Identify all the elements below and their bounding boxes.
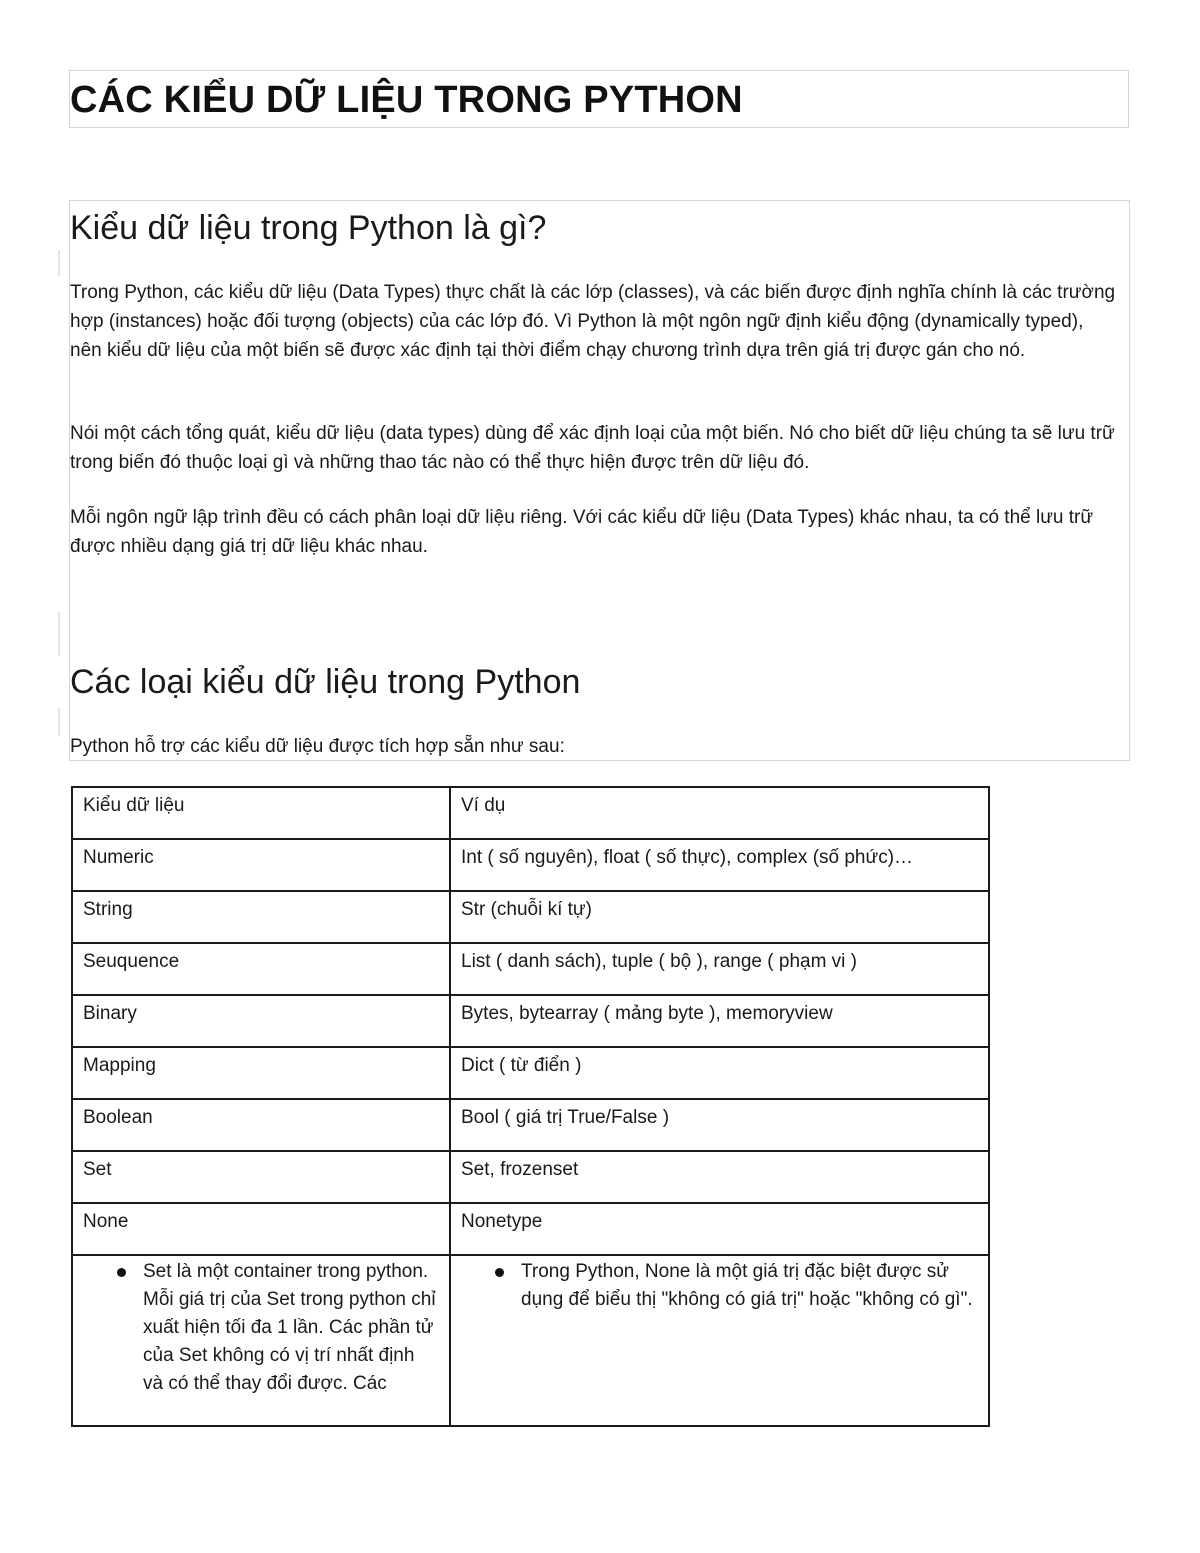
table-cell-example: Dict ( từ điển ) xyxy=(450,1047,989,1099)
margin-marker xyxy=(58,612,60,656)
paragraph-3: Mỗi ngôn ngữ lập trình đều có cách phân loại dữ liệu riêng. Với các kiểu dữ liệu (Data Types) khác nhau, ta có thể lưu trữ được nhiều dạng giá trị dữ liệu khác nhau. xyxy=(70,507,1094,557)
table-row xyxy=(72,1047,989,1099)
table-cell-example: List ( danh sách), tuple ( bộ ), range ( phạm vi ) xyxy=(450,943,989,995)
section-intro: Python hỗ trợ các kiểu dữ liệu được tích hợp sẵn như sau: xyxy=(70,736,565,757)
table-header-row xyxy=(72,787,989,839)
table-row xyxy=(72,1099,989,1151)
table-row xyxy=(72,1203,989,1255)
table-header-cell: Ví dụ xyxy=(450,787,989,839)
content-box xyxy=(69,200,1130,761)
data-types-table xyxy=(71,786,990,1427)
paragraph-2: Nói một cách tổng quát, kiểu dữ liệu (data types) dùng để xác định loại của một biến. Nó cho biết dữ liệu chúng ta sẽ lưu trữ trong biến đó thuộc loại gì và những thao tác nào có thể thực hiện được trên dữ liệu đó. xyxy=(70,423,1115,473)
table-cell-example: Int ( số nguyên), float ( số thực), complex (số phức)… xyxy=(450,839,989,891)
table-header-cell: Kiểu dữ liệu xyxy=(72,787,450,839)
table-cell-type: Seuquence xyxy=(72,943,450,995)
table-cell-type: Boolean xyxy=(72,1099,450,1151)
section-heading-types: Các loại kiểu dữ liệu trong Python xyxy=(70,663,581,701)
title-box xyxy=(69,70,1129,128)
bullet-icon xyxy=(495,1268,504,1277)
table-cell-example: Nonetype xyxy=(450,1203,989,1255)
table-cell-type: Binary xyxy=(72,995,450,1047)
table-row xyxy=(72,1151,989,1203)
list-item xyxy=(73,1256,449,1398)
table-cell-type: Mapping xyxy=(72,1047,450,1099)
table-cell-type: String xyxy=(72,891,450,943)
section-heading-what-is: Kiểu dữ liệu trong Python là gì? xyxy=(70,209,547,247)
table-cell-type: None xyxy=(72,1203,450,1255)
table-cell-type: Set xyxy=(72,1151,450,1203)
list-item xyxy=(451,1256,988,1314)
table-note-cell-none xyxy=(450,1255,989,1426)
table-row xyxy=(72,995,989,1047)
table-row xyxy=(72,943,989,995)
table-note-row xyxy=(72,1255,989,1426)
table-note-cell-set xyxy=(72,1255,450,1426)
table-row xyxy=(72,891,989,943)
note-text-set: Set là một container trong python. Mỗi giá trị của Set trong python chỉ xuất hiện tối đa 1 lần. Các phần tử của Set không có vị trí nhất định và có thể thay đổi được. Các xyxy=(143,1261,436,1394)
note-text-none: Trong Python, None là một giá trị đặc biệt được sử dụng để biểu thị "không có giá trị" hoặc "không có gì". xyxy=(521,1261,973,1310)
document-title: CÁC KIỂU DỮ LIỆU TRONG PYTHON xyxy=(70,79,743,121)
table-cell-example: Bool ( giá trị True/False ) xyxy=(450,1099,989,1151)
table-cell-example: Str (chuỗi kí tự) xyxy=(450,891,989,943)
paragraph-1: Trong Python, các kiểu dữ liệu (Data Types) thực chất là các lớp (classes), và các biến được định nghĩa chính là các trường hợp (instances) hoặc đối tượng (objects) của các lớp đó. Vì Python là một ngôn ngữ định kiểu động (dynamically typed), nên kiểu dữ liệu của một biến sẽ được xác định tại thời điểm chạy chương trình dựa trên giá trị được gán cho nó. xyxy=(70,282,1116,361)
margin-marker xyxy=(58,708,60,736)
bullet-icon xyxy=(117,1268,126,1277)
table-row xyxy=(72,839,989,891)
table-cell-example: Set, frozenset xyxy=(450,1151,989,1203)
margin-marker xyxy=(58,250,60,276)
table-cell-type: Numeric xyxy=(72,839,450,891)
table-cell-example: Bytes, bytearray ( mảng byte ), memoryview xyxy=(450,995,989,1047)
